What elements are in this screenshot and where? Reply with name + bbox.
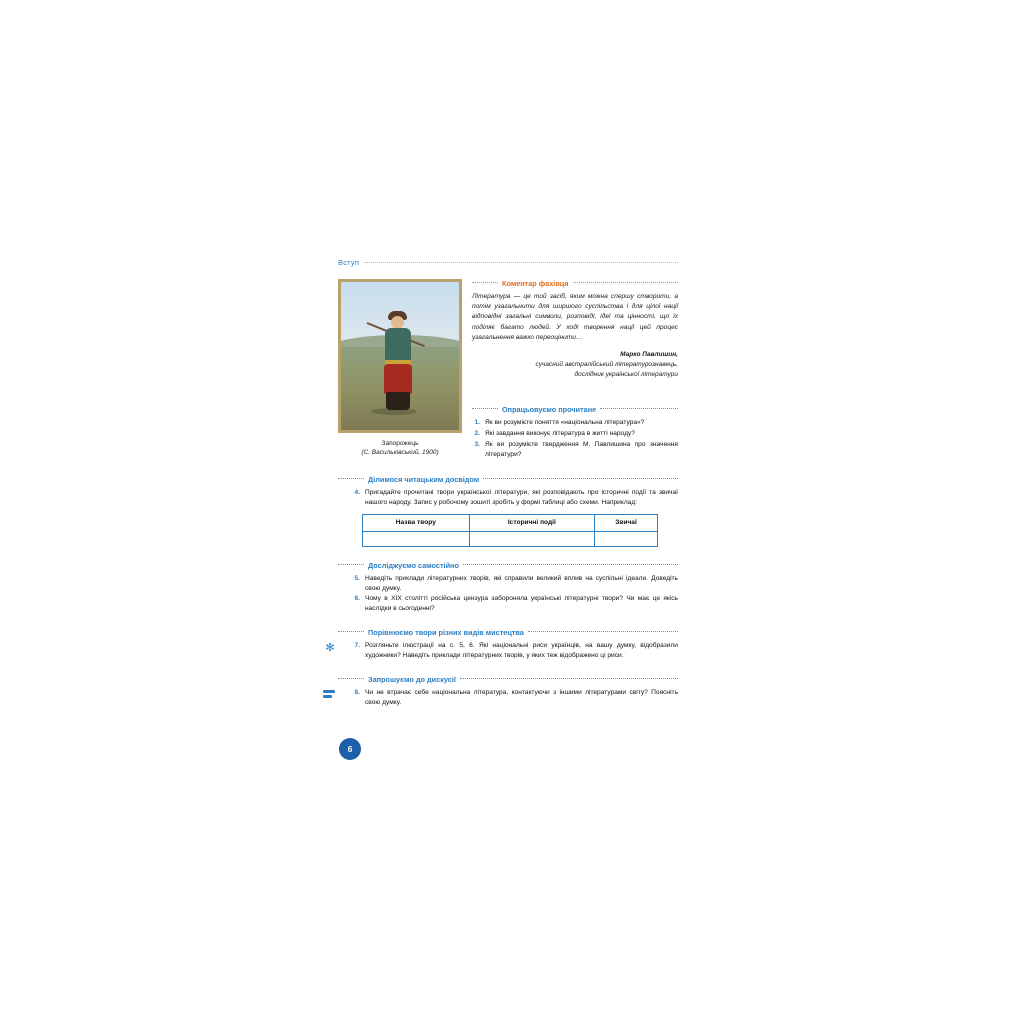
item-number: 4. [354, 488, 360, 496]
item-number: 3. [474, 441, 480, 449]
page-content [325, 258, 678, 709]
figure [338, 279, 462, 458]
table-header-cell: Звичаї [595, 514, 658, 531]
heading-dots-right [573, 281, 678, 283]
figure-caption [338, 439, 462, 458]
item-number: 5. [354, 574, 360, 582]
item-number: 6. [354, 595, 360, 603]
list-item [472, 429, 678, 439]
item-text: Пригадайте прочитані твори української літератури, які розповідають про історичні події та звичаї нашого народу. Запис у робочому зошиті зробіть у формі таблиці або схеми. Наприклад: [365, 488, 678, 506]
item-text: Як ви розумієте поняття «національна література»? [485, 419, 645, 427]
expert-comment-title: Коментар фахівця [502, 279, 569, 288]
figure-caption-source: (С. Васильківський, 1900) [361, 449, 439, 457]
heading-dots-left [338, 477, 364, 479]
heading-dots-left [338, 563, 364, 565]
item-text: Чи не втрачає себе національна література, контактуючи з іншими літературами світу? Поясніть свою думку. [365, 689, 678, 706]
page-number: 6 [339, 738, 361, 760]
cossack-painting [338, 279, 462, 433]
list-item [338, 641, 678, 661]
list-item [338, 594, 678, 614]
table-cell [595, 531, 658, 546]
question-list [338, 488, 678, 508]
item-text: Наведіть приклади літературних творів, які справили великий вплив на суспільні ідеали. Доведіть свою думку. [365, 574, 678, 592]
section-title: Порівнюємо твори різних видів мистецтва [368, 628, 524, 638]
question-list [338, 688, 678, 708]
expert-comment-quote: Література — це той засіб, яким можна спершу створити, а потім узагальнити для ширшого суспільства і для цілої нації відповідні загальні символи, розповіді, ідеї та цінності, що їх поділяє багато людей. У ході творення нації цей процес узагальнення важко переоцінити… [472, 293, 678, 341]
top-block [338, 279, 678, 461]
question-list [338, 641, 678, 661]
heading-dots-left [338, 630, 364, 632]
section-heading [472, 405, 678, 414]
section-title: Досліджуємо самостійно [368, 560, 459, 570]
list-item [472, 440, 678, 460]
expert-author-name: Марко Павлишин, [620, 351, 678, 359]
expert-comment-block [472, 279, 678, 379]
section-title: Запрошуємо до дискусії [368, 675, 456, 685]
item-number: 2. [474, 430, 480, 438]
question-list [472, 418, 678, 460]
table-cell [363, 531, 470, 546]
expert-comment-attribution [472, 350, 678, 379]
discussion-icon [323, 690, 335, 700]
question-list [338, 574, 678, 615]
table-header-cell: Назва твору [363, 514, 470, 531]
heading-dots-right [600, 407, 678, 409]
list-item [338, 574, 678, 594]
section-dilimosya [338, 475, 678, 547]
list-item [472, 418, 678, 428]
item-text: Розгляньте ілюстрації на с. 5, 6. Які національні риси українців, на вашу думку, відобразили художники? Наведіть приклади літературних творів, у яких теж відображено ці риси. [365, 642, 678, 660]
example-table [362, 514, 658, 547]
table-cell [469, 531, 594, 546]
heading-dots-right [463, 563, 678, 565]
expert-author-desc-2: дослідник української літератури [574, 370, 678, 378]
list-item [338, 488, 678, 508]
section-heading [338, 628, 678, 637]
table-header-row [363, 514, 658, 531]
heading-dots-left [338, 677, 364, 679]
section-porivnyuemo [325, 628, 678, 661]
list-item [338, 688, 678, 708]
section-heading [338, 675, 678, 684]
item-number: 8. [354, 689, 360, 697]
heading-dots-right [528, 630, 678, 632]
table-header-cell: Історичні події [469, 514, 594, 531]
section-heading [338, 561, 678, 570]
right-column [472, 279, 678, 461]
painting-cossack-figure [381, 316, 415, 412]
item-text: Як ви розумієте твердження М. Павлишина про значення літератури? [485, 441, 678, 459]
section-zaproshuemo [338, 675, 678, 708]
running-header [338, 258, 678, 267]
heading-dots-right [483, 477, 678, 479]
figure-caption-title: Запорожець [381, 440, 419, 447]
section-doslidzhuemo [338, 561, 678, 615]
painting-trousers [384, 364, 412, 394]
section-title: Ділимося читацьким досвідом [368, 474, 480, 484]
section-heading [338, 475, 678, 484]
heading-dots-left [472, 281, 498, 283]
painting-boots [386, 392, 410, 410]
table-row [363, 531, 658, 546]
item-text: Які завдання виконує література в житті народу? [485, 430, 635, 438]
section-title: Опрацьовуємо прочитане [502, 405, 597, 415]
expert-comment-heading [472, 279, 678, 288]
painting-coat [385, 328, 411, 364]
item-text: Чому в ХІХ столітті російська цензура забороняла українські літературні твори? Чи має це якісь наслідки в сьогоденні? [365, 595, 678, 613]
section-opratsovuemo [472, 405, 678, 460]
header-dotted-rule [364, 261, 678, 263]
heading-dots-right [460, 677, 678, 679]
header-title: Вступ [338, 258, 360, 267]
expert-author-desc-1: сучасний австралійський літературознавець, [535, 360, 678, 368]
heading-dots-left [472, 407, 498, 409]
item-number: 1. [474, 419, 480, 427]
item-number: 7. [354, 642, 360, 650]
asterisk-icon: ✻ [325, 642, 335, 655]
